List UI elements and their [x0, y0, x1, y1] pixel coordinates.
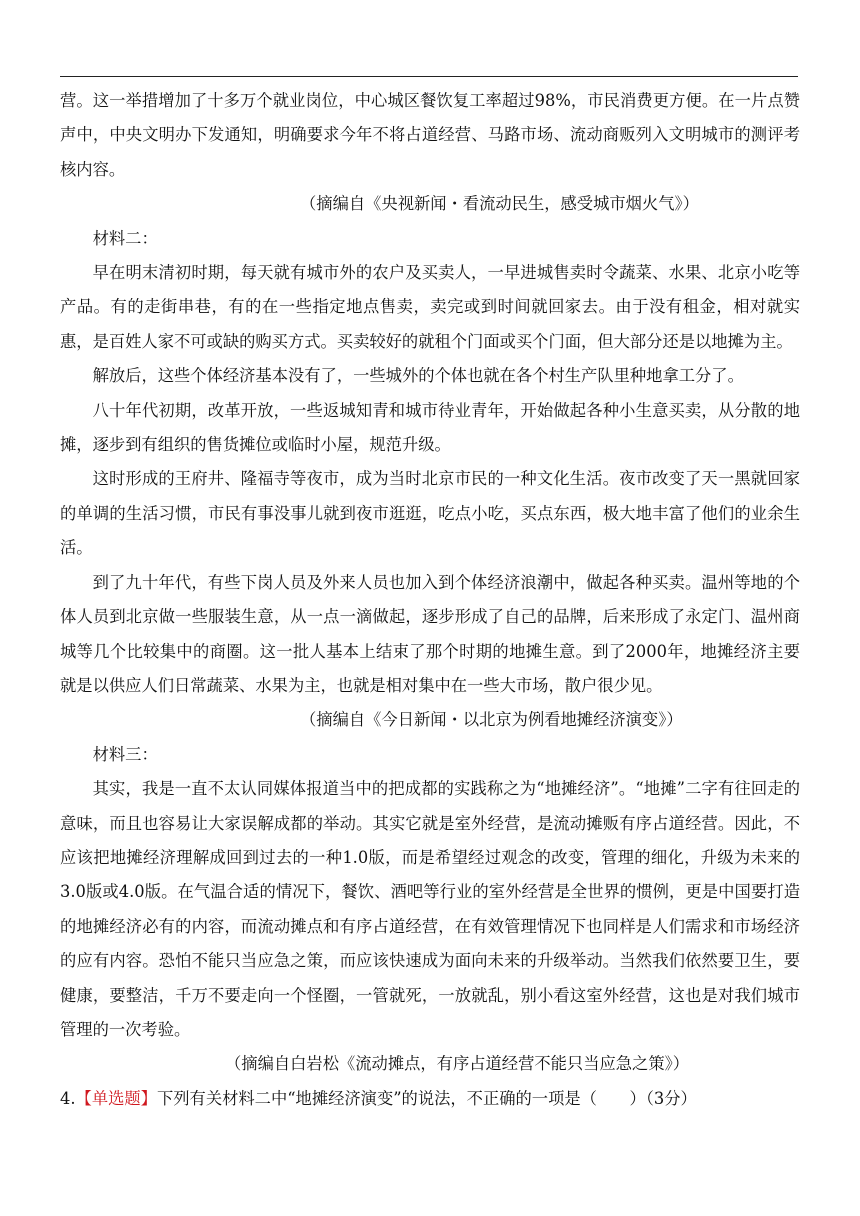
material2-para-2: 解放后，这些个体经济基本没有了，一些城外的个体也就在各个村生产队里种地拿工分了。: [92, 366, 744, 386]
material3-heading: 材料三：: [92, 744, 158, 764]
source-1: （摘编自《央视新闻・看流动民生，感受城市烟火气》）: [300, 194, 699, 214]
question-number: 4.: [60, 1088, 76, 1108]
question-4[interactable]: [60, 1082, 800, 1116]
question-text: 下列有关材料二中“地摊经济演变”的说法，不正确的一项是（ ）（3分）: [156, 1088, 697, 1108]
material2-heading: 材料二：: [92, 228, 158, 248]
material2-para-4: 这时形成的王府井、隆福寺等夜市，成为当时北京市民的一种文化生活。夜市改变了天一黑就回家的单调的生活习惯，市民有事没事儿就到夜市逛逛，吃点小吃，买点东西，极大地丰富了他们的业余生活。: [60, 469, 800, 558]
question-type-tag: 【单选题】: [75, 1088, 157, 1108]
header-rule: [60, 76, 798, 77]
material2-para-3: 八十年代初期，改革开放，一些返城知青和城市待业青年，开始做起各种小生意买卖，从分散的地摊，逐步到有组织的售货摊位或临时小屋，规范升级。: [60, 400, 800, 455]
source-3: （摘编自白岩松《流动摊点，有序占道经营不能只当应急之策》）: [225, 1054, 690, 1074]
source-2: （摘编自《今日新闻・以北京为例看地摊经济演变》）: [300, 710, 683, 730]
document-body: [60, 84, 800, 1116]
material3-para: 其实，我是一直不太认同媒体报道当中的把成都的实践称之为“地摊经济”。“地摊”二字有往回走的意味，而且也容易让大家误解成都的举动。其实它就是室外经营，是流动摊贩有序占道经营。因此，不应该把地摊经济理解成回到过去的一种1.0版，而是希望经过观念的改变，管理的细化，升级为未来的3.0版或4.0版。在气温合适的情况下，餐饮、酒吧等行业的室外经营是全世界的惯例，更是中国要打造的地摊经济必有的内容，而流动摊点和有序占道经营，在有效管理情况下也同样是人们需求和市场经济的应有内容。恐怕不能只当应急之策，而应该快速成为面向未来的升级举动。当然我们依然要卫生，要健康，要整洁，千万不要走向一个怪圈，一管就死，一放就乱，别小看这室外经营，这也是对我们城市管理的一次考验。: [60, 779, 800, 1039]
material2-para-1: 早在明末清初时期，每天就有城市外的农户及买卖人，一早进城售卖时令蔬菜、水果、北京小吃等产品。有的走街串巷，有的在一些指定地点售卖，卖完或到时间就回家去。由于没有租金，相对就实惠，是百姓人家不可或缺的购买方式。买卖较好的就租个门面或买个门面，但大部分还是以地摊为主。: [60, 263, 800, 351]
material1-tail: 营。这一举措增加了十多万个就业岗位，中心城区餐饮复工率超过98%，市民消费更方便。在一片点赞声中，中央文明办下发通知，明确要求今年不将占道经营、马路市场、流动商贩列入文明城市的测评考核内容。: [60, 91, 800, 179]
material2-para-5: 到了九十年代，有些下岗人员及外来人员也加入到个体经济浪潮中，做起各种买卖。温州等地的个体人员到北京做一些服装生意，从一点一滴做起，逐步形成了自己的品牌，后来形成了永定门、温州商城等几个比较集中的商圈。这一批人基本上结束了那个时期的地摊生意。到了2000年，地摊经济主要就是以供应人们日常蔬菜、水果为主，也就是相对集中在一些大市场，散户很少见。: [60, 572, 800, 695]
